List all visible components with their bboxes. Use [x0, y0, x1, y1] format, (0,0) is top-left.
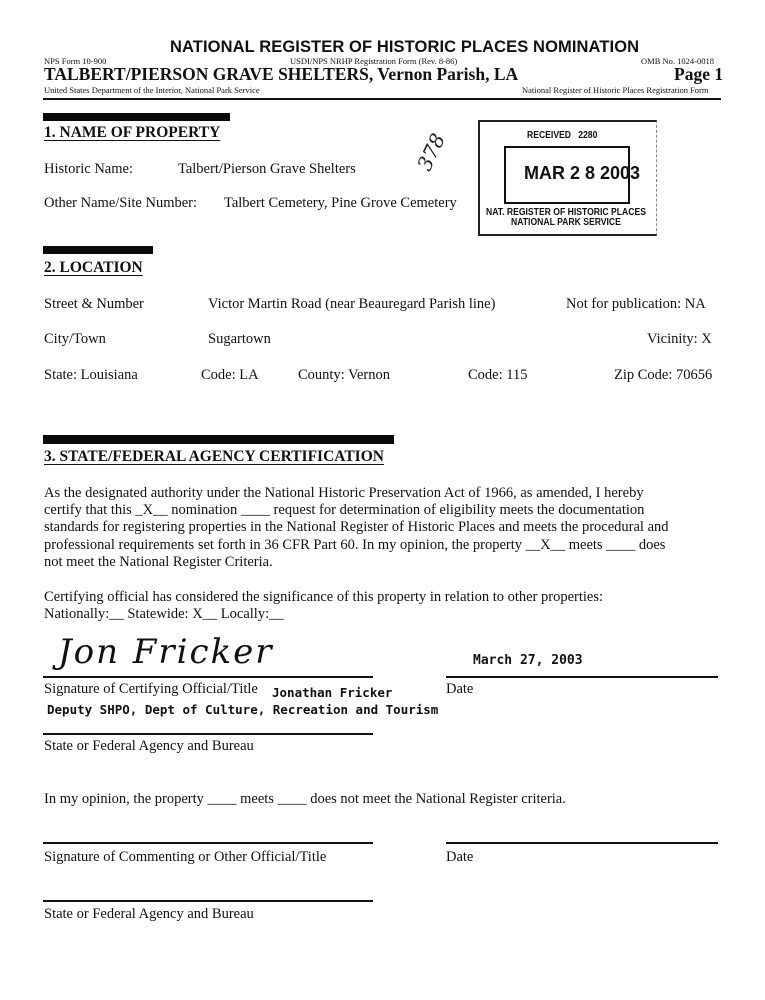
form-name: USDI/NPS NRHP Registration Form (Rev. 8-86)	[290, 56, 458, 66]
significance-statement: Certifying official has considered the significance of this property in relation to other properties:	[44, 589, 604, 605]
section-2-bar	[43, 246, 153, 254]
agency-label: State or Federal Agency and Bureau	[44, 738, 254, 754]
commenting-agency-label: State or Federal Agency and Bureau	[44, 906, 254, 922]
section-2-heading: 2. LOCATION	[44, 259, 143, 276]
signature: Jon Fricker	[58, 632, 274, 672]
commenting-agency-line	[43, 900, 373, 902]
other-name-label: Other Name/Site Number:	[44, 195, 198, 211]
zip-code: Zip Code: 70656	[614, 367, 713, 383]
date-label: Date	[446, 681, 474, 697]
not-for-publication: Not for publication: NA	[566, 296, 706, 312]
opinion-statement: In my opinion, the property ____ meets ____ does not meet the National Register criteria.	[44, 791, 566, 807]
commenting-signature-label: Signature of Commenting or Other Official/Title	[44, 849, 327, 865]
official-title: Deputy SHPO, Dept of Culture, Recreation and Tourism	[47, 702, 439, 717]
commenting-date-line	[446, 842, 718, 844]
state: State: Louisiana	[44, 367, 138, 383]
date-line	[446, 676, 718, 678]
section-1-bar	[43, 113, 230, 121]
agency-line	[43, 733, 373, 735]
property-title: TALBERT/PIERSON GRAVE SHELTERS, Vernon Parish, LA	[44, 64, 519, 84]
omb-number: OMB No. 1024-0018	[641, 56, 714, 66]
stamp-date: MAR 2 8 2003	[524, 163, 641, 183]
street-value: Victor Martin Road (near Beauregard Parish line)	[208, 296, 496, 312]
city-value: Sugartown	[208, 331, 271, 347]
paragraph-line: As the designated authority under the National Historic Preservation Act of 1966, as amended, I hereby	[44, 485, 644, 501]
street-label: Street & Number	[44, 296, 144, 312]
signature-line	[43, 676, 373, 678]
stamp-line-2: NATIONAL PARK SERVICE	[511, 216, 621, 228]
historic-name-label: Historic Name:	[44, 161, 133, 177]
department-label: United States Department of the Interior, National Park Service	[44, 85, 260, 95]
state-code: Code: LA	[201, 367, 259, 383]
paragraph-line: standards for registering properties in the National Register of Historic Places and meets the procedural and	[44, 519, 669, 535]
commenting-date-label: Date	[446, 849, 474, 865]
paragraph-line: certify that this _X__ nomination ____ request for determination of eligibility meets the documentation	[44, 502, 645, 518]
section-1-heading: 1. NAME OF PROPERTY	[44, 124, 221, 141]
form-number: NPS Form 10-900	[44, 56, 107, 66]
section-3-bar	[43, 435, 394, 444]
city-label: City/Town	[44, 331, 106, 347]
header-divider	[43, 98, 721, 100]
handwritten-number: 378	[412, 129, 451, 175]
page-number: Page 1	[674, 64, 724, 84]
county: County: Vernon	[298, 367, 390, 383]
certification-date: March 27, 2003	[473, 653, 583, 668]
significance-levels: Nationally:__ Statewide: X__ Locally:__	[44, 606, 284, 622]
form-title-label: National Register of Historic Places Registration Form	[522, 85, 709, 95]
vicinity: Vicinity: X	[647, 331, 712, 347]
section-3-heading: 3. STATE/FEDERAL AGENCY CERTIFICATION	[44, 448, 384, 465]
other-name-value: Talbert Cemetery, Pine Grove Cemetery	[224, 195, 457, 211]
commenting-signature-line	[43, 842, 373, 844]
stamp-line-1: NAT. REGISTER OF HISTORIC PLACES	[486, 206, 646, 218]
historic-name-value: Talbert/Pierson Grave Shelters	[178, 161, 356, 177]
county-code: Code: 115	[468, 367, 528, 383]
paragraph-line: professional requirements set forth in 36 CFR Part 60. In my opinion, the property __X__ meets ____ does	[44, 537, 666, 553]
signature-label: Signature of Certifying Official/Title	[44, 681, 258, 697]
official-name: Jonathan Fricker	[272, 685, 393, 700]
document-title: NATIONAL REGISTER OF HISTORIC PLACES NOMINATION	[170, 38, 640, 56]
stamp-received-label: RECEIVED 2280	[527, 129, 598, 141]
paragraph-line: not meet the National Register Criteria.	[44, 554, 273, 570]
